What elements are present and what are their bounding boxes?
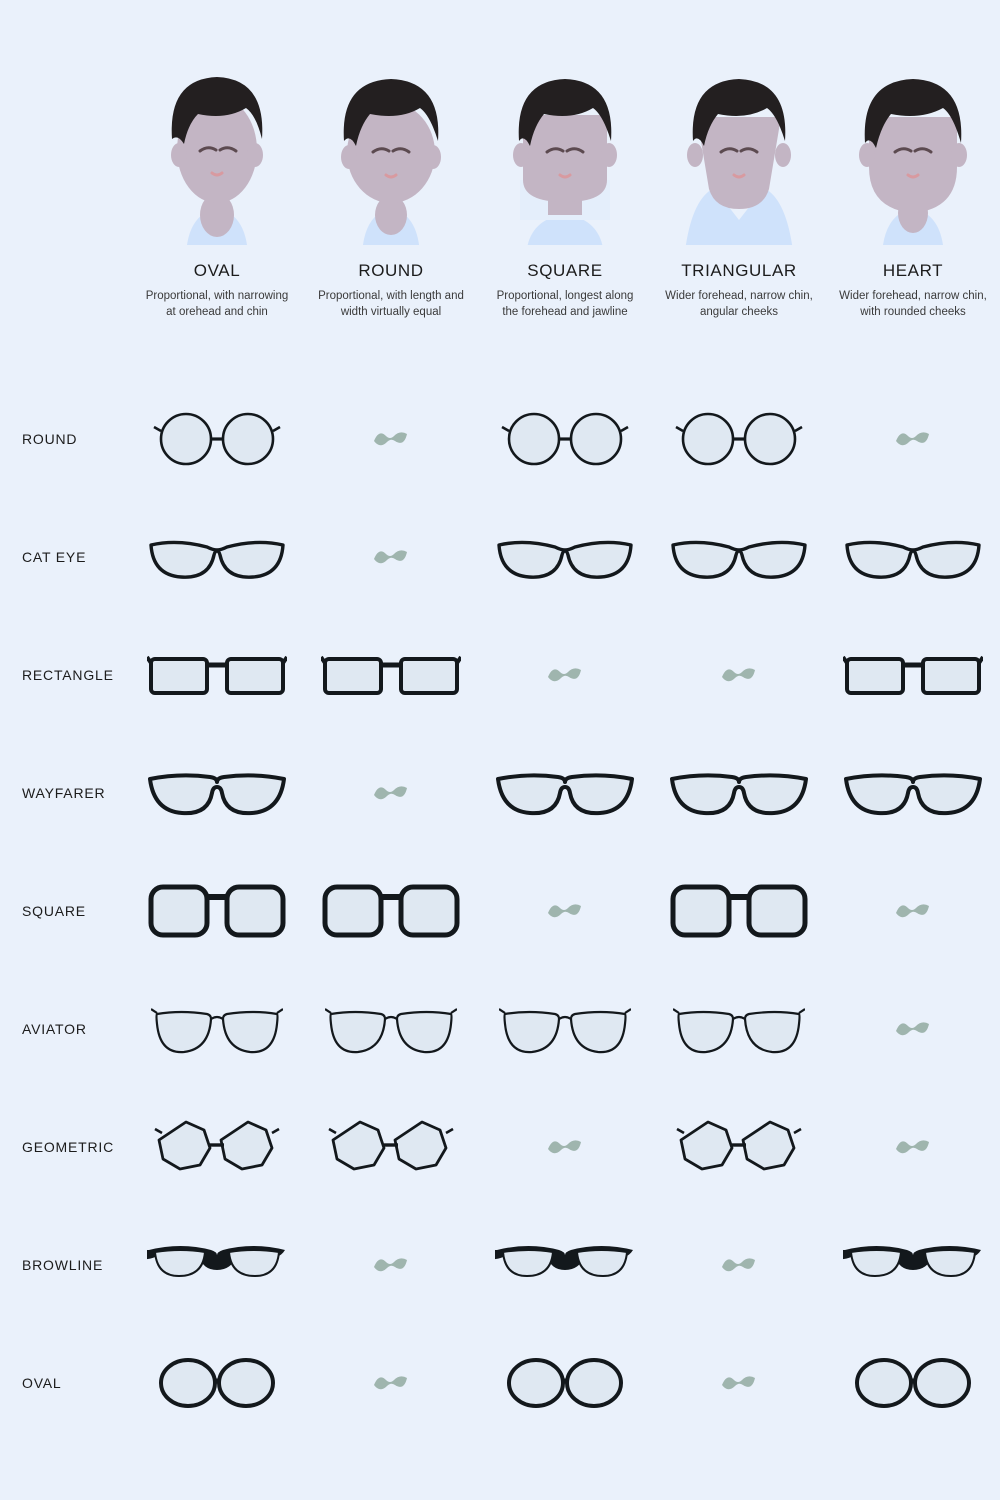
glasses-aviator-triangular-icon bbox=[652, 970, 826, 1088]
no-match-aviator-heart-icon bbox=[826, 970, 1000, 1088]
no-match-rectangle-triangular-icon bbox=[652, 616, 826, 734]
eyewear-matrix bbox=[0, 380, 1000, 1442]
face-name-oval: OVAL bbox=[193, 261, 241, 280]
glasses-cat-eye-triangular-icon bbox=[652, 498, 826, 616]
face-illustration-round bbox=[316, 55, 466, 245]
no-match-rectangle-square-icon bbox=[478, 616, 652, 734]
glasses-geometric-round-icon bbox=[304, 1088, 478, 1206]
matrix-row bbox=[0, 970, 1000, 1088]
row-label-aviator: AVIATOR bbox=[22, 1021, 87, 1037]
glasses-wayfarer-heart-icon bbox=[826, 734, 1000, 852]
face-column-triangular bbox=[652, 55, 826, 320]
glasses-browline-oval-icon bbox=[130, 1206, 304, 1324]
glasses-rectangle-oval-icon bbox=[130, 616, 304, 734]
glasses-wayfarer-triangular-icon bbox=[652, 734, 826, 852]
face-name-square: SQUARE bbox=[527, 261, 603, 280]
glasses-aviator-round-icon bbox=[304, 970, 478, 1088]
glasses-aviator-square-icon bbox=[478, 970, 652, 1088]
row-label-geometric: GEOMETRIC bbox=[22, 1139, 114, 1155]
row-label-round: ROUND bbox=[22, 431, 78, 447]
face-desc-triangular: Wider forehead, narrow chin, angular cheeks bbox=[665, 290, 813, 318]
no-match-wayfarer-round-icon bbox=[304, 734, 478, 852]
no-match-browline-triangular-icon bbox=[652, 1206, 826, 1324]
glasses-rectangle-heart-icon bbox=[826, 616, 1000, 734]
glasses-browline-heart-icon bbox=[826, 1206, 1000, 1324]
matrix-row bbox=[0, 1324, 1000, 1442]
matrix-row bbox=[0, 1206, 1000, 1324]
matrix-row bbox=[0, 1088, 1000, 1206]
face-name-heart: HEART bbox=[882, 261, 944, 280]
no-match-round-round-icon bbox=[304, 380, 478, 498]
glasses-browline-square-icon bbox=[478, 1206, 652, 1324]
no-match-square-heart-icon bbox=[826, 852, 1000, 970]
row-label-oval: OVAL bbox=[22, 1375, 62, 1391]
glasses-cat-eye-square-icon bbox=[478, 498, 652, 616]
face-desc-heart: Wider forehead, narrow chin, with rounded cheeks bbox=[839, 290, 987, 318]
matrix-row bbox=[0, 616, 1000, 734]
no-match-oval-round-icon bbox=[304, 1324, 478, 1442]
matrix-row bbox=[0, 852, 1000, 970]
row-label-browline: BROWLINE bbox=[22, 1257, 104, 1273]
face-column-heart bbox=[826, 55, 1000, 320]
face-illustration-square bbox=[490, 55, 640, 245]
face-column-round bbox=[304, 55, 478, 320]
row-label-wayfarer: WAYFARER bbox=[22, 785, 106, 801]
glasses-oval-heart-icon bbox=[826, 1324, 1000, 1442]
no-match-oval-triangular-icon bbox=[652, 1324, 826, 1442]
no-match-geometric-heart-icon bbox=[826, 1088, 1000, 1206]
row-label-cat-eye: CAT EYE bbox=[22, 549, 87, 565]
face-name-round: ROUND bbox=[358, 261, 424, 280]
glasses-geometric-triangular-icon bbox=[652, 1088, 826, 1206]
face-illustration-heart bbox=[838, 55, 988, 245]
glasses-square-round-icon bbox=[304, 852, 478, 970]
glasses-round-oval-icon bbox=[130, 380, 304, 498]
face-desc-round: Proportional, with length and width virtually equal bbox=[318, 290, 464, 318]
face-desc-oval: Proportional, with narrowing at orehead and chin bbox=[145, 290, 289, 318]
glasses-square-oval-icon bbox=[130, 852, 304, 970]
no-match-cat-eye-round-icon bbox=[304, 498, 478, 616]
face-illustration-oval bbox=[142, 55, 292, 245]
glasses-wayfarer-square-icon bbox=[478, 734, 652, 852]
row-label-rectangle: RECTANGLE bbox=[22, 667, 114, 683]
matrix-row bbox=[0, 734, 1000, 852]
glasses-square-triangular-icon bbox=[652, 852, 826, 970]
glasses-round-triangular-icon bbox=[652, 380, 826, 498]
face-types-header bbox=[130, 55, 1000, 320]
glasses-round-square-icon bbox=[478, 380, 652, 498]
matrix-row bbox=[0, 498, 1000, 616]
face-illustration-triangular bbox=[664, 55, 814, 245]
glasses-aviator-oval-icon bbox=[130, 970, 304, 1088]
face-column-oval bbox=[130, 55, 304, 320]
no-match-round-heart-icon bbox=[826, 380, 1000, 498]
glasses-geometric-oval-icon bbox=[130, 1088, 304, 1206]
face-column-square bbox=[478, 55, 652, 320]
no-match-square-square-icon bbox=[478, 852, 652, 970]
glasses-oval-oval-icon bbox=[130, 1324, 304, 1442]
row-label-square: SQUARE bbox=[22, 903, 86, 919]
face-desc-square: Proportional, longest along the forehead and jawline bbox=[496, 290, 634, 318]
matrix-row bbox=[0, 380, 1000, 498]
face-name-triangular: TRIANGULAR bbox=[681, 261, 797, 280]
glasses-rectangle-round-icon bbox=[304, 616, 478, 734]
glasses-cat-eye-heart-icon bbox=[826, 498, 1000, 616]
no-match-geometric-square-icon bbox=[478, 1088, 652, 1206]
glasses-oval-square-icon bbox=[478, 1324, 652, 1442]
glasses-cat-eye-oval-icon bbox=[130, 498, 304, 616]
glasses-wayfarer-oval-icon bbox=[130, 734, 304, 852]
no-match-browline-round-icon bbox=[304, 1206, 478, 1324]
